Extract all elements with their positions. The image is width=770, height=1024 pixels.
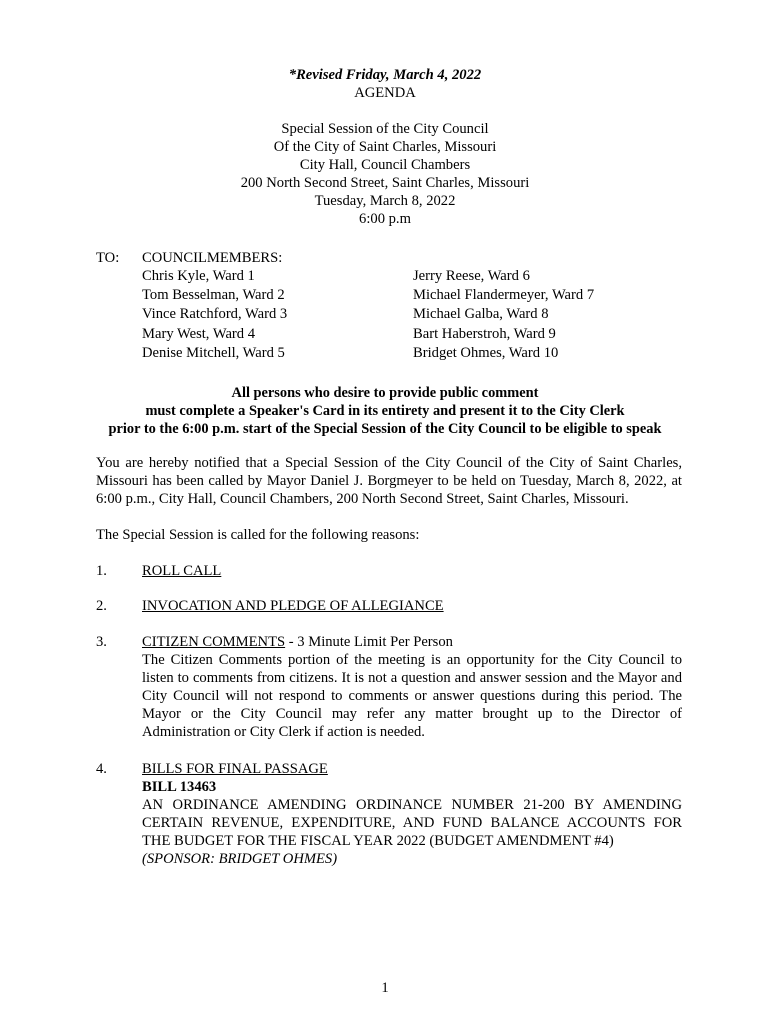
- bill-description: AN ORDINANCE AMENDING ORDINANCE NUMBER 21-200 BY AMENDING CERTAIN REVENUE, EXPENDITURE, AND FUND BALANCE ACCOUNTS FOR THE BUDGET FOR THE FISCAL YEAR 2022 (BUDGET AMENDMENT #4): [142, 797, 682, 849]
- item-title: INVOCATION AND PLEDGE OF ALLEGIANCE: [142, 598, 444, 614]
- notice-line: must complete a Speaker's Card in its entirety and present it to the City Clerk: [145, 403, 625, 419]
- reasons-intro: The Special Session is called for the following reasons:: [96, 527, 420, 543]
- notice-line: prior to the 6:00 p.m. start of the Special Session of the City Council to be eligible to speak: [108, 421, 662, 437]
- item-number: 2.: [96, 598, 107, 614]
- item-description: The Citizen Comments portion of the meeting is an opportunity for the City Council to listen to comments from citizens. It is not a question and answer session and the Mayor and City Council will not respond to comments or answer questions during this period. The Mayor or the City Council may refer any matter brought up to the Director of Administration or City Clerk if action is needed.: [142, 652, 682, 740]
- councilmember: Michael Galba, Ward 8: [413, 306, 549, 323]
- councilmember: Mary West, Ward 4: [142, 325, 256, 342]
- meeting-time: 6:00 p.m: [359, 211, 411, 227]
- notification-paragraph: You are hereby notified that a Special Session of the City Council of the City of Saint Charles, Missouri has been called by Mayor Daniel J. Borgmeyer to be held on Tuesday, March 8, 2022, at 6:00 p.m., City Hall, Council Chambers, 200 North Second Street, Saint Charles, Missouri.: [96, 455, 682, 507]
- item-title: BILLS FOR FINAL PASSAGE: [142, 761, 328, 777]
- agenda-title: AGENDA: [354, 85, 416, 101]
- councilmembers-right-column: [413, 267, 594, 363]
- public-comment-notice: [0, 384, 770, 438]
- city-name: Of the City of Saint Charles, Missouri: [273, 139, 497, 155]
- item-title-suffix: - 3 Minute Limit Per Person: [285, 634, 453, 650]
- item-number: 1.: [96, 563, 107, 579]
- councilmember: Chris Kyle, Ward 1: [142, 268, 255, 284]
- page-number: 1: [381, 980, 389, 996]
- session-name: Special Session of the City Council: [281, 121, 489, 137]
- item-title: ROLL CALL: [142, 563, 222, 579]
- councilmember: Bart Haberstroh, Ward 9: [413, 325, 556, 342]
- councilmembers-left-column: [142, 267, 287, 363]
- item-number: 4.: [96, 761, 107, 777]
- venue: City Hall, Council Chambers: [299, 157, 471, 173]
- item-number: 3.: [96, 634, 107, 650]
- item-title: CITIZEN COMMENTS: [142, 634, 286, 650]
- councilmember: Vince Ratchford, Ward 3: [142, 306, 288, 323]
- councilmember: Jerry Reese, Ward 6: [413, 268, 530, 284]
- councilmember: Bridget Ohmes, Ward 10: [413, 344, 559, 361]
- revised-date: *Revised Friday, March 4, 2022: [288, 67, 482, 83]
- bill-sponsor: (SPONSOR: BRIDGET OHMES): [142, 851, 338, 867]
- councilmember: Michael Flandermeyer, Ward 7: [413, 287, 595, 304]
- agenda-header: [0, 66, 770, 228]
- address: 200 North Second Street, Saint Charles, Missouri: [240, 175, 530, 191]
- councilmembers-title: COUNCILMEMBERS:: [142, 250, 283, 266]
- meeting-date: Tuesday, March 8, 2022: [314, 193, 456, 209]
- notice-line: All persons who desire to provide public comment: [231, 385, 539, 401]
- councilmember: Denise Mitchell, Ward 5: [142, 344, 285, 361]
- to-label: TO:: [96, 250, 120, 266]
- councilmember: Tom Besselman, Ward 2: [142, 287, 285, 304]
- bill-number: BILL 13463: [142, 779, 217, 795]
